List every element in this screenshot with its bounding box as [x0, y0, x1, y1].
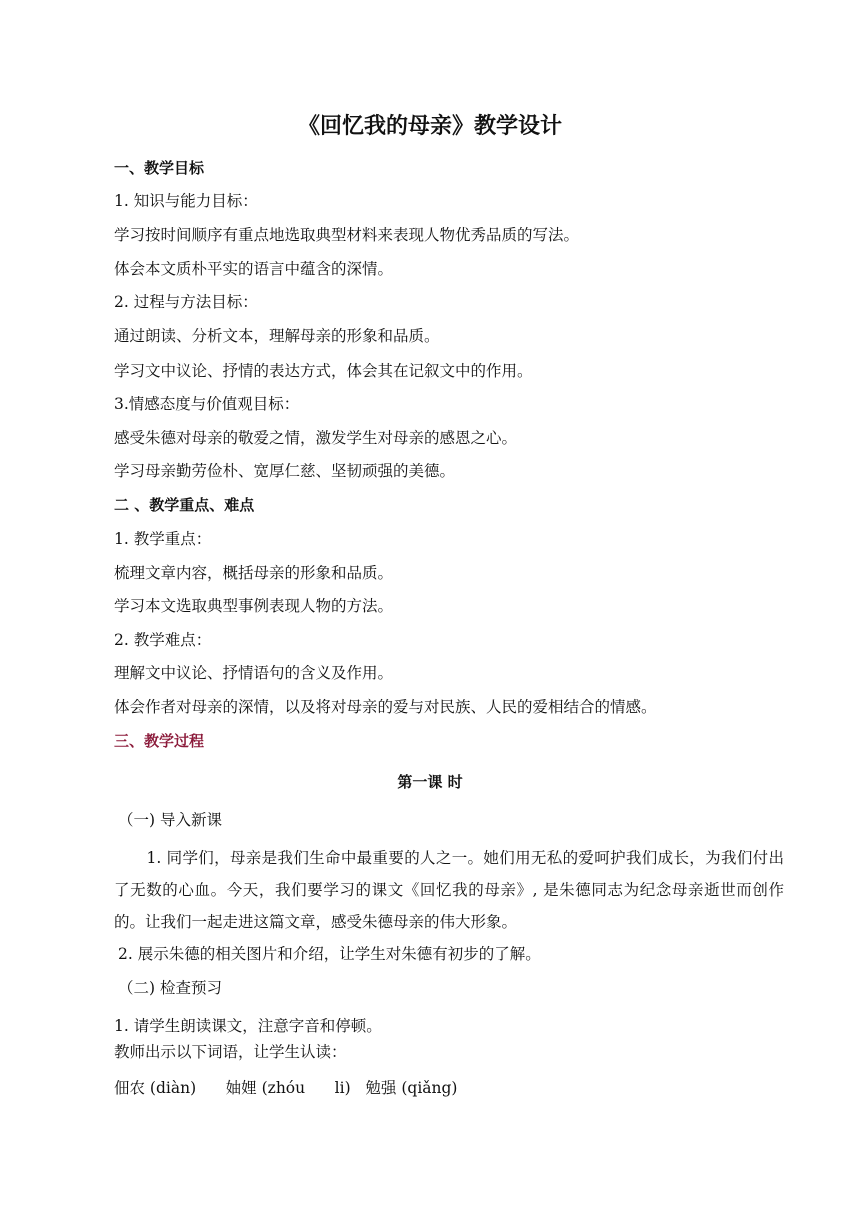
- part-2-heading: （二) 检查预习: [118, 979, 222, 997]
- objective-3-item-b: 学习母亲勤劳俭朴、宽厚仁慈、坚韧顽强的美德。: [114, 462, 456, 480]
- objective-1-item-b: 体会本文质朴平实的语言中蕴含的深情。: [114, 260, 394, 278]
- lesson-heading: 第一课 时: [397, 773, 463, 791]
- key-point-1-heading: 1. 教学重点：: [114, 530, 212, 548]
- part-1-paragraph-1: 1. 同学们，母亲是我们生命中最重要的人之一。她们用无私的爱呵护我们成长，为我们付出了无数的心血。今天，我们要学习的课文《回忆我的母亲》, 是朱德同志为纪念母亲逝世而创作的。让我们一起走进这篇文章，感受朱德母亲的伟大形象。: [114, 849, 784, 931]
- objective-3-item-a: 感受朱德对母亲的敬爱之情，激发学生对母亲的感恩之心。: [114, 429, 518, 447]
- objective-2-item-a: 通过朗读、分析文本，理解母亲的形象和品质。: [114, 327, 440, 345]
- part-2-item-1: 1. 请学生朗读课文，注意字音和停顿。: [114, 1017, 382, 1035]
- section-heading-process: 三、教学过程: [114, 732, 205, 750]
- section-heading-key-points: 二 、教学重点、难点: [114, 496, 255, 514]
- objective-1-heading: 1. 知识与能力目标：: [114, 192, 258, 210]
- vocabulary-words: 佃农 (diàn) 妯娌 (zhóu li) 勉强 (qiǎng): [114, 1079, 458, 1097]
- key-point-1-item-a: 梳理文章内容，概括母亲的形象和品质。: [114, 564, 394, 582]
- objective-2-item-b: 学习文中议论、抒情的表达方式，体会其在记叙文中的作用。: [114, 362, 533, 380]
- objective-1-item-a: 学习按时间顺序有重点地选取典型材料来表现人物优秀品质的写法。: [114, 226, 580, 244]
- key-point-2-item-a: 理解文中议论、抒情语句的含义及作用。: [114, 664, 394, 682]
- objective-2-heading: 2. 过程与方法目标：: [114, 293, 258, 311]
- document-title: 《回忆我的母亲》教学设计: [297, 114, 562, 139]
- part-1-paragraph-2: 2. 展示朱德的相关图片和介绍，让学生对朱德有初步的了解。: [118, 945, 541, 963]
- key-point-2-item-b: 体会作者对母亲的深情，以及将对母亲的爱与对民族、人民的爱相结合的情感。: [114, 698, 657, 716]
- section-heading-objectives: 一、教学目标: [114, 159, 205, 177]
- key-point-2-heading: 2. 教学难点：: [114, 631, 212, 649]
- objective-3-heading: 3.情感态度与价值观目标：: [114, 395, 300, 413]
- part-1-heading: （一) 导入新课: [118, 811, 222, 829]
- key-point-1-item-b: 学习本文选取典型事例表现人物的方法。: [114, 597, 394, 615]
- part-2-item-2: 教师出示以下词语，让学生认读：: [114, 1043, 347, 1061]
